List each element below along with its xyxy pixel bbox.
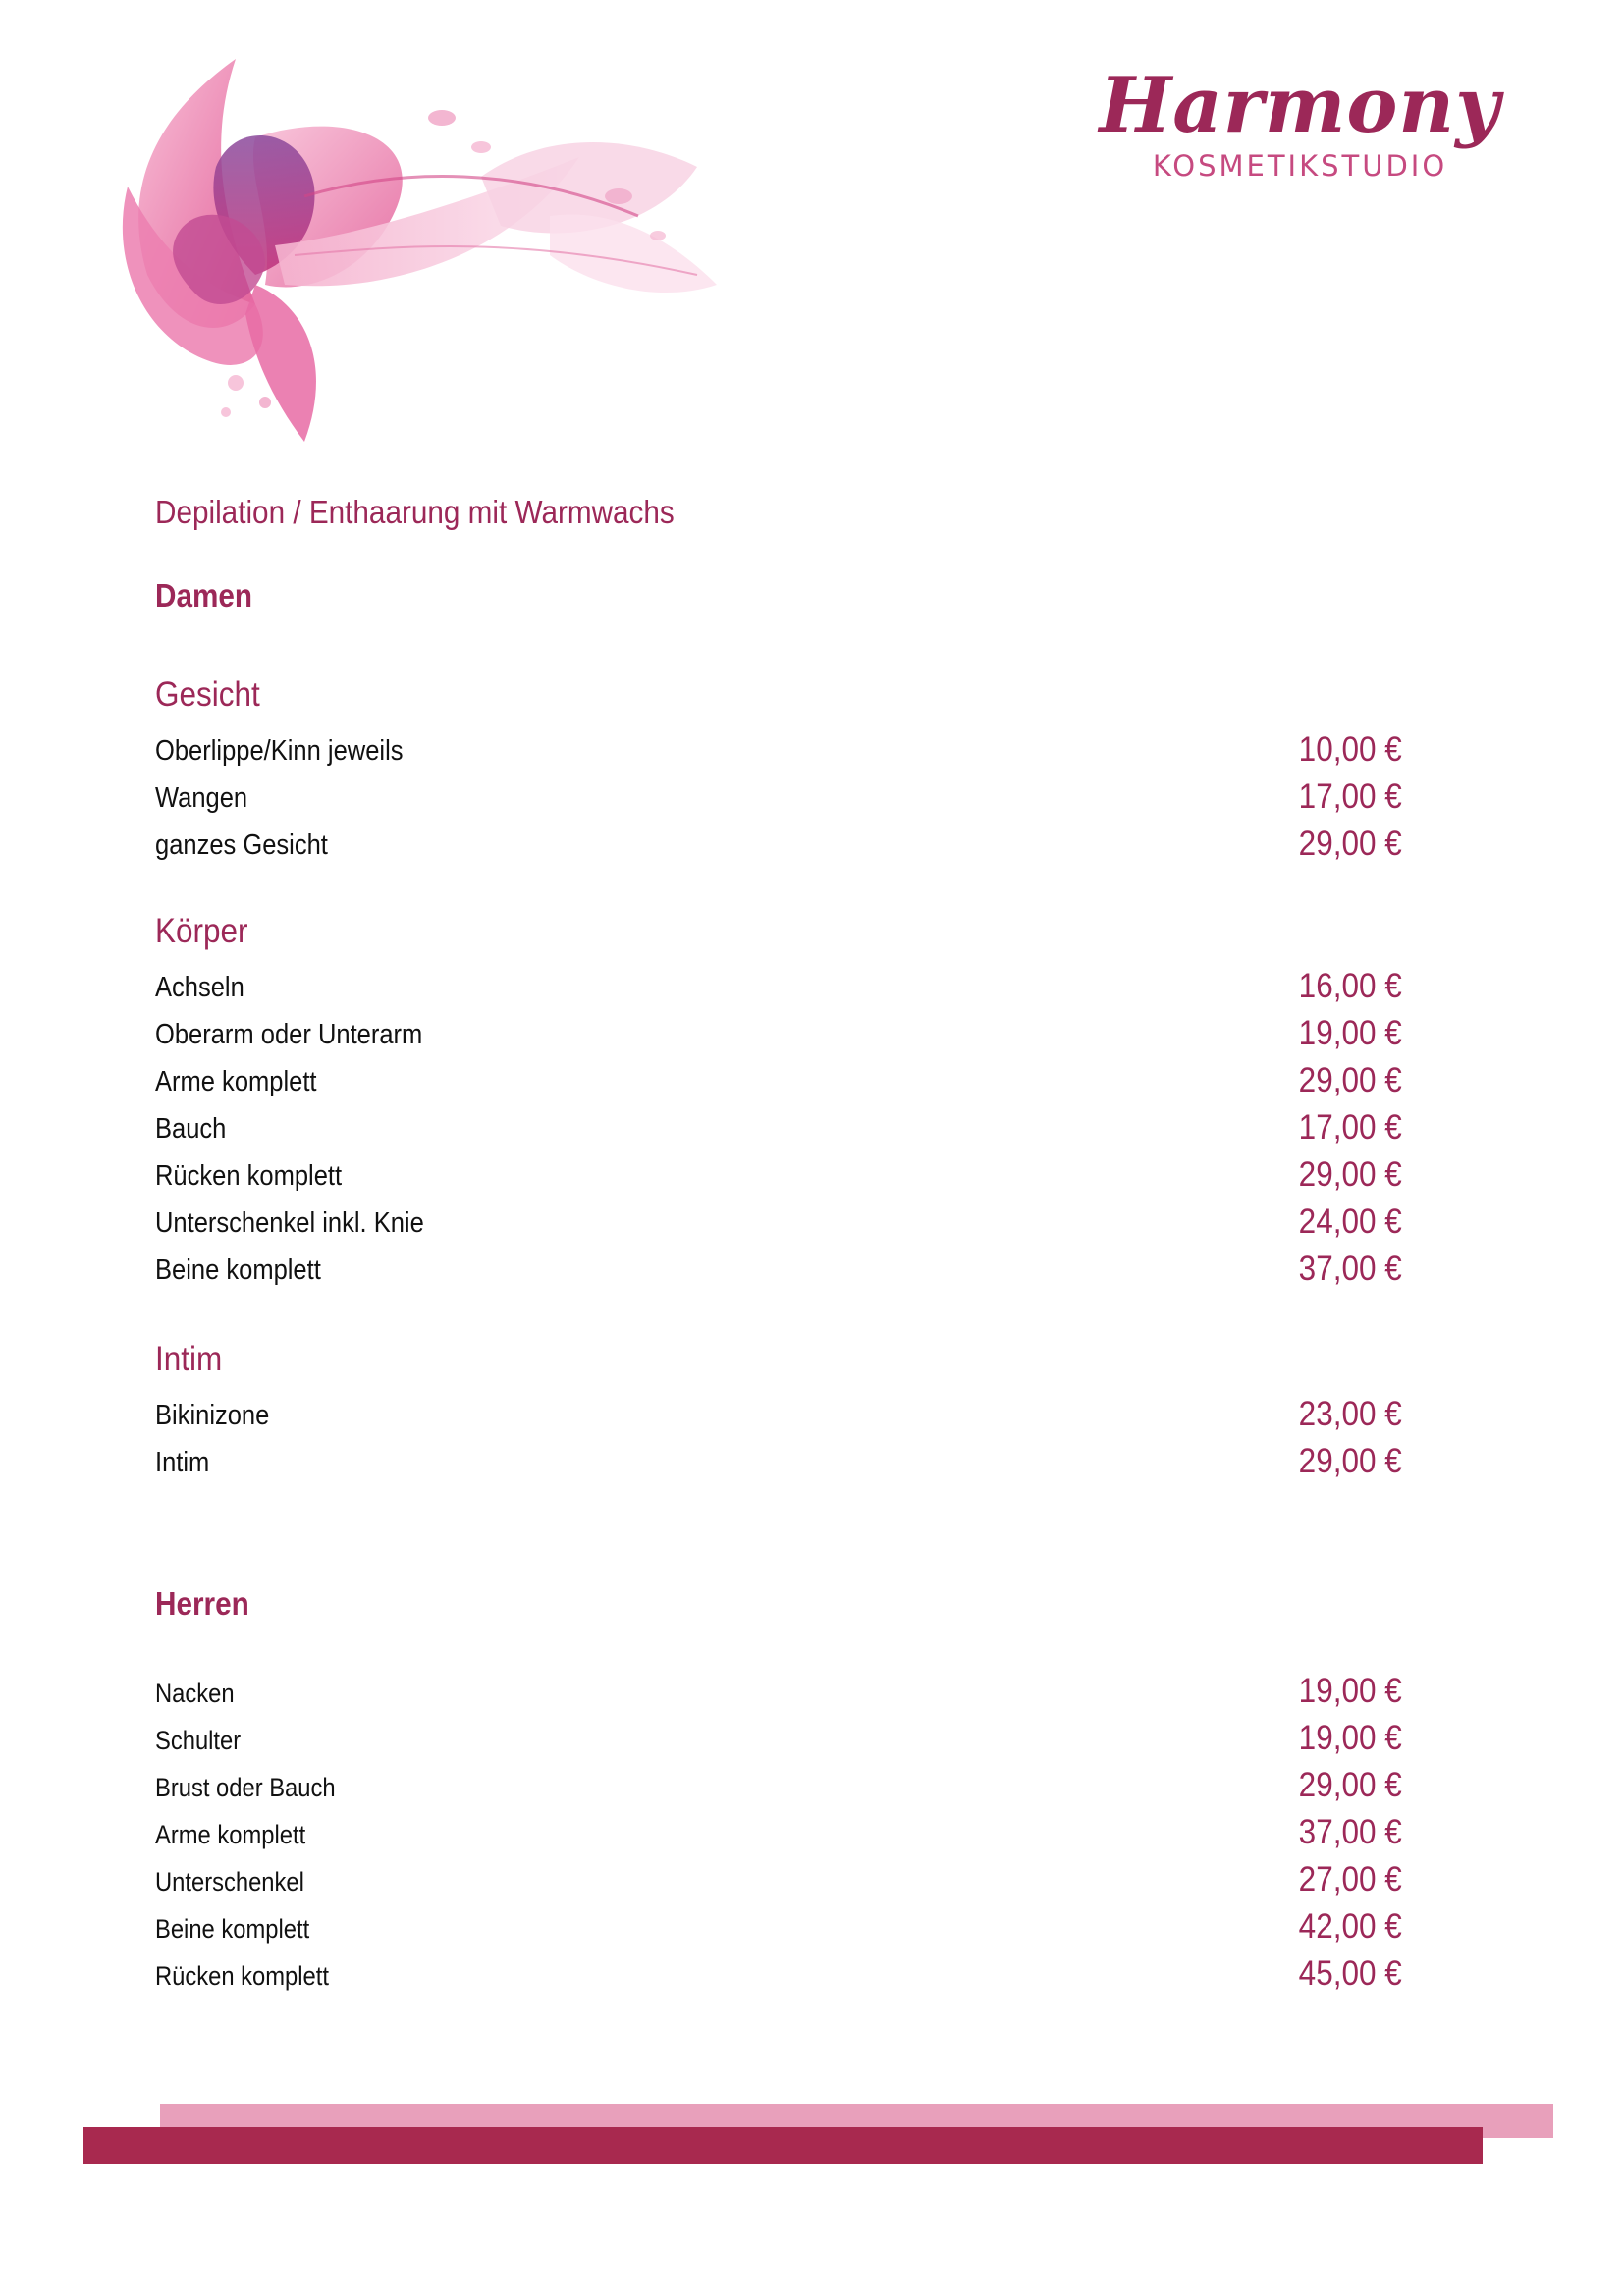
item-label: Beine komplett [155,1914,310,1944]
price-row [155,1762,1402,1809]
price-row [155,726,1402,774]
item-price: 29,00 € [1298,1442,1402,1480]
logo-name: Harmony [1099,61,1501,150]
price-row [155,1856,1402,1903]
group-title-koerper: Körper [155,912,248,950]
item-price: 42,00 € [1298,1907,1402,1946]
item-label: Achseln [155,972,244,1003]
price-row [155,1903,1402,1950]
price-row [155,821,1402,868]
item-price: 19,00 € [1298,1672,1402,1710]
item-price: 23,00 € [1298,1395,1402,1433]
item-label: Brust oder Bauch [155,1773,336,1802]
item-label: Arme komplett [155,1820,306,1849]
price-row [155,1199,1402,1246]
item-label: Schulter [155,1726,242,1755]
item-label: Arme komplett [155,1066,317,1097]
brand-logo [1084,61,1516,183]
price-row [155,1057,1402,1104]
item-label: Rücken komplett [155,1160,343,1192]
item-label: Rücken komplett [155,1961,329,1991]
item-label: ganzes Gesicht [155,829,328,861]
item-label: Intim [155,1447,210,1478]
price-row [155,1151,1402,1199]
price-row [155,1010,1402,1057]
price-row [155,1715,1402,1762]
price-row [155,963,1402,1010]
logo-subtitle: KOSMETIKSTUDIO [1152,149,1448,183]
item-label: Bauch [155,1113,227,1145]
footer-bar-dark [83,2127,1483,2164]
price-row [155,1668,1402,1715]
item-price: 29,00 € [1298,1766,1402,1804]
price-row [155,1104,1402,1151]
flower-illustration [108,49,756,481]
item-price: 17,00 € [1298,777,1402,816]
item-price: 29,00 € [1298,1155,1402,1194]
price-row [155,1950,1402,1998]
item-label: Unterschenkel [155,1867,304,1896]
item-price: 24,00 € [1298,1202,1402,1241]
page-title: Depilation / Enthaarung mit Warmwachs [155,494,675,530]
item-label: Oberarm oder Unterarm [155,1019,423,1050]
item-label: Wangen [155,782,248,814]
price-row [155,1246,1402,1293]
item-price: 17,00 € [1298,1108,1402,1147]
item-label: Oberlippe/Kinn jeweils [155,735,404,767]
group-title-intim: Intim [155,1340,223,1378]
item-label: Bikinizone [155,1400,270,1431]
price-row [155,774,1402,821]
item-price: 37,00 € [1298,1250,1402,1288]
price-row [155,1438,1402,1485]
item-price: 29,00 € [1298,825,1402,863]
section-title-herren: Herren [155,1585,249,1622]
price-row [155,1809,1402,1856]
item-label: Unterschenkel inkl. Knie [155,1207,424,1239]
item-price: 27,00 € [1298,1860,1402,1898]
item-price: 16,00 € [1298,967,1402,1005]
item-price: 29,00 € [1298,1061,1402,1099]
price-row [155,1391,1402,1438]
item-price: 19,00 € [1298,1719,1402,1757]
item-label: Beine komplett [155,1255,321,1286]
item-price: 10,00 € [1298,730,1402,769]
item-label: Nacken [155,1679,235,1708]
section-title-damen: Damen [155,577,253,614]
item-price: 19,00 € [1298,1014,1402,1052]
item-price: 45,00 € [1298,1954,1402,1993]
group-title-gesicht: Gesicht [155,675,260,714]
item-price: 37,00 € [1298,1813,1402,1851]
